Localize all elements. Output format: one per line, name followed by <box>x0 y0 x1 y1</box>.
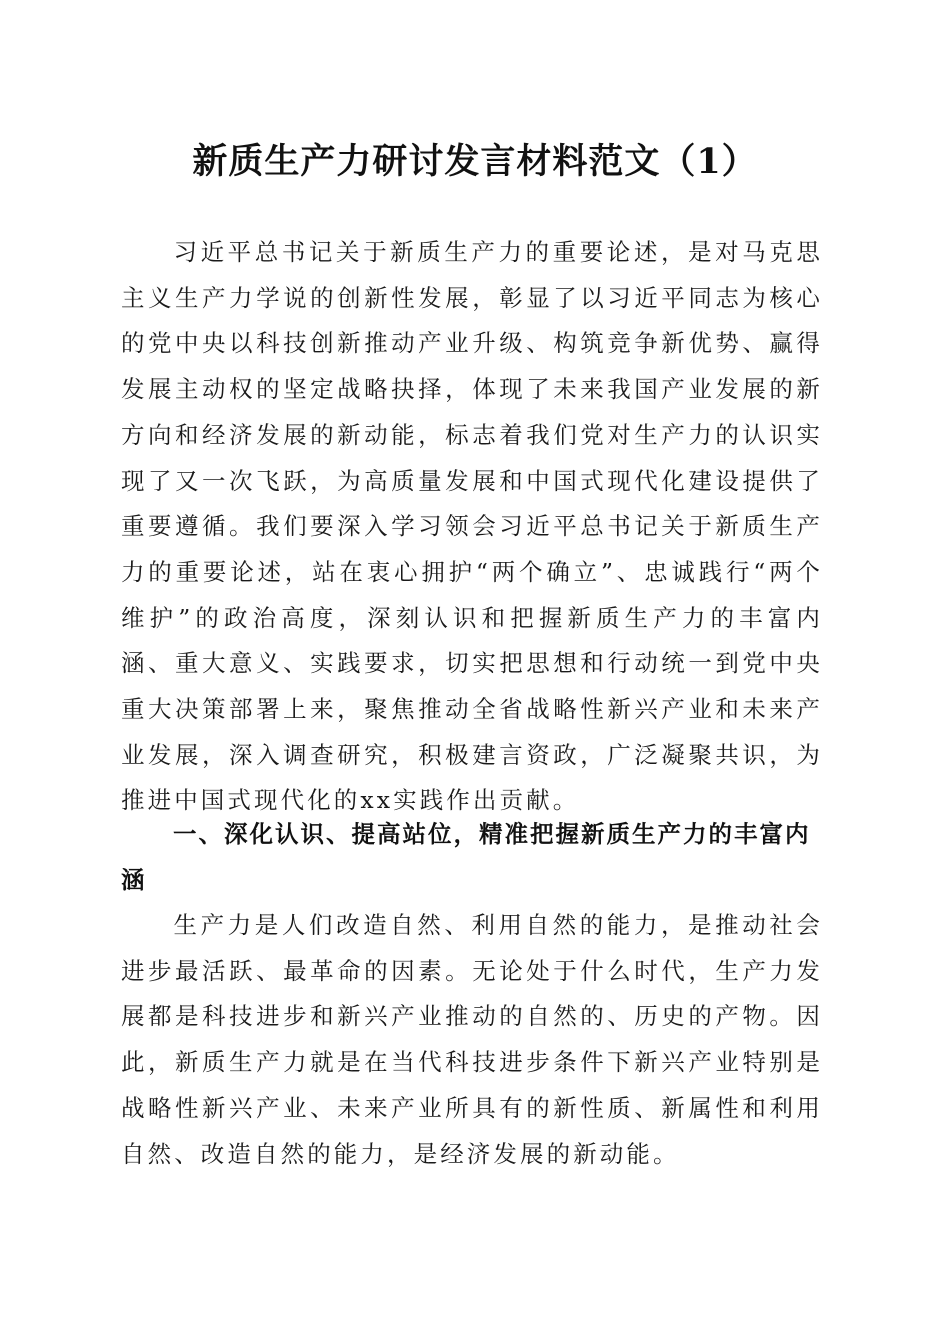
document-title: 新质生产力研讨发言材料范文（1） <box>192 141 758 182</box>
paragraph-productivity <box>121 903 823 1177</box>
section-heading-text: 一、深化认识、提高站位，精准把握新质生产力的丰富内涵 <box>121 820 811 894</box>
paragraph-intro-text: 习近平总书记关于新质生产力的重要论述，是对马克思主义生产力学说的创新性发展，彰显了以习近平同志为核心的党中央以科技创新推动产业升级、构筑竞争新优势、赢得发展主动权的坚定战略抉择，体现了未来我国产业发展的新方向和经济发展的新动能，标志着我们党对生产力的认识实现了又一次飞跃，为高质量发展和中国式现代化建设提供了重要遵循。我们要深入学习领会习近平总书记关于新质生产力的重要论述，站在衷心拥护“两个确立”、忠诚践行“两个维护”的政治高度，深刻认识和把握新质生产力的丰富内涵、重大意义、实践要求，切实把思想和行动统一到党中央重大决策部署上来，聚焦推动全省战略性新兴产业和未来产业发展，深入调查研究，积极建言资政，广泛凝聚共识，为推进中国式现代化的xx实践作出贡献。 <box>121 238 823 815</box>
paragraph-intro <box>121 230 823 824</box>
paragraph-productivity-text: 生产力是人们改造自然、利用自然的能力，是推动社会进步最活跃、最革命的因素。无论处于什么时代，生产力发展都是科技进步和新兴产业推动的自然的、历史的产物。因此，新质生产力就是在当代科技进步条件下新兴产业特别是战略性新兴产业、未来产业所具有的新性质、新属性和利用自然、改造自然的能力，是经济发展的新动能。 <box>121 911 823 1168</box>
section-heading <box>121 812 823 903</box>
